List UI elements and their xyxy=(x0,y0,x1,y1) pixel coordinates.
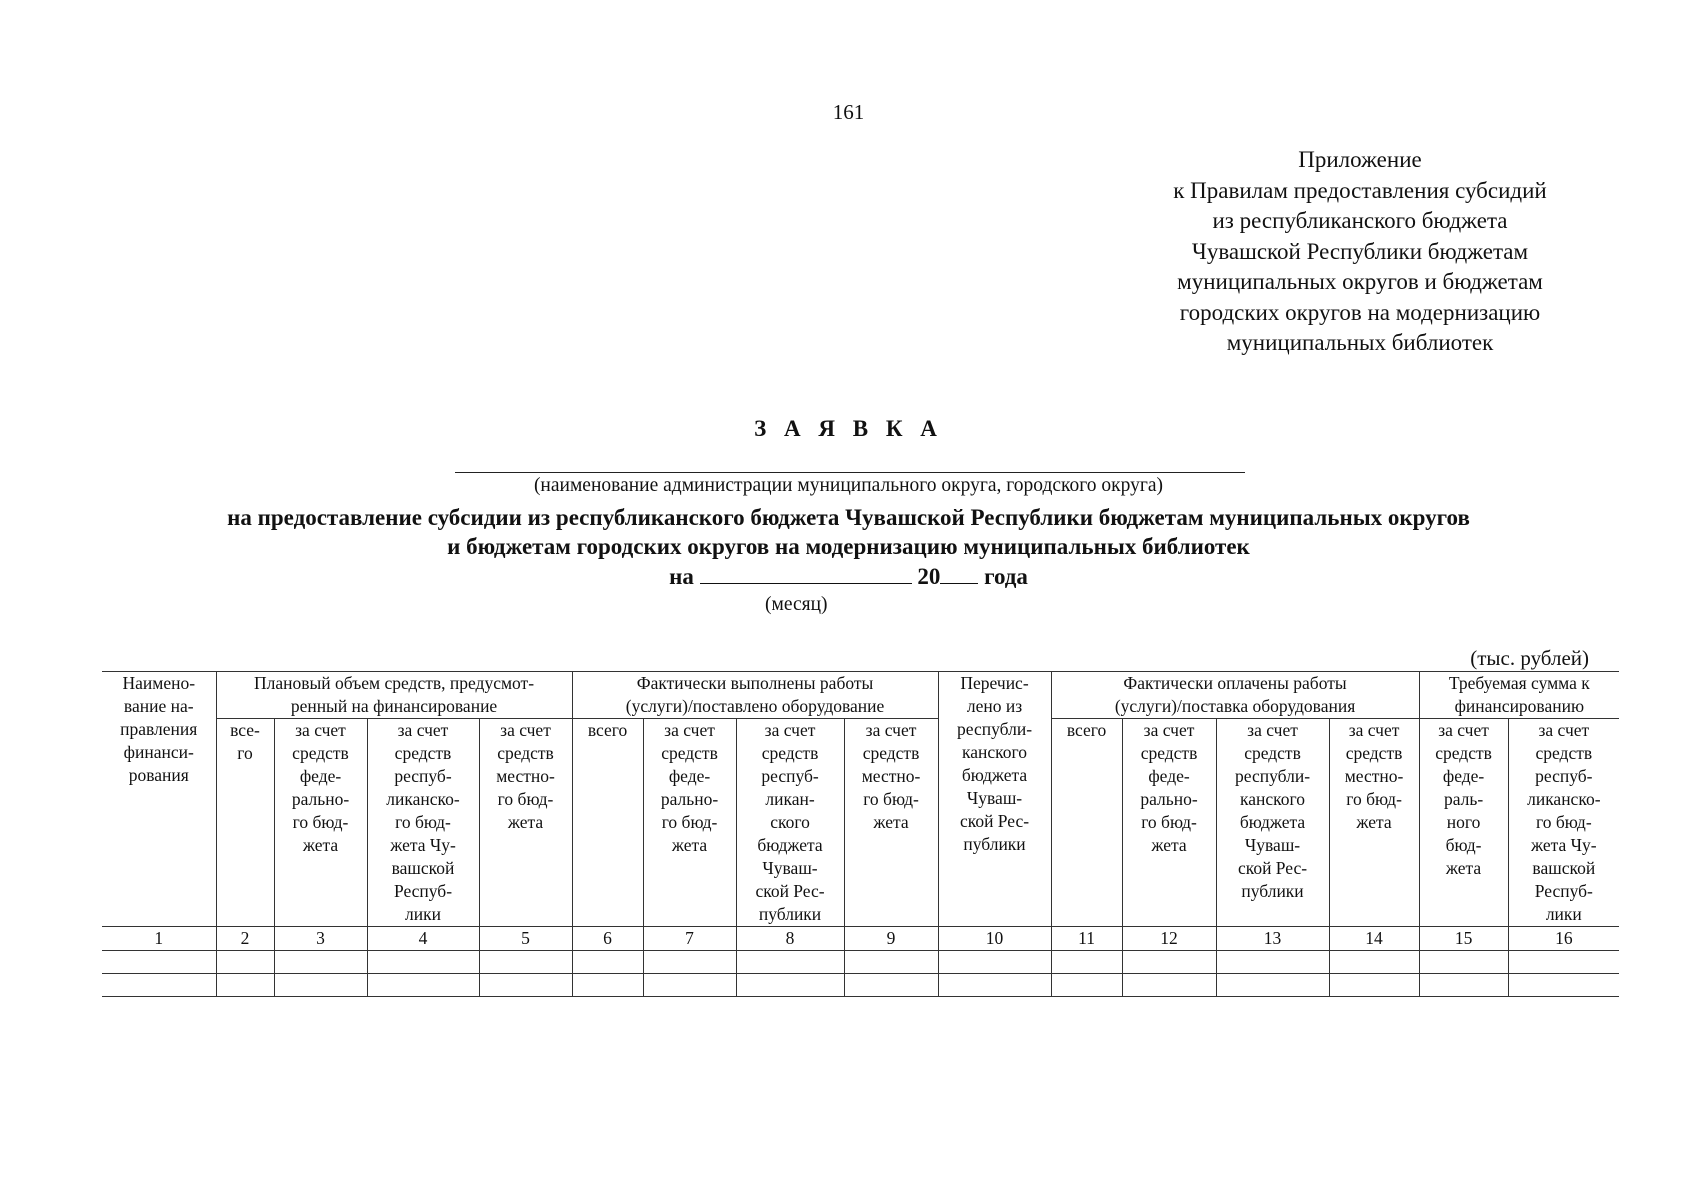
month-caption: (месяц) xyxy=(765,594,828,615)
header-direction: Наимено- вание на- правления финанси- рования xyxy=(102,672,216,927)
table-cell[interactable] xyxy=(736,951,844,974)
table-cell[interactable] xyxy=(102,974,216,997)
column-number: 6 xyxy=(572,927,643,951)
table-cell[interactable] xyxy=(1051,974,1122,997)
column-number: 8 xyxy=(736,927,844,951)
year-blank xyxy=(940,563,978,584)
table-cell[interactable] xyxy=(938,951,1051,974)
table-cell[interactable] xyxy=(1051,951,1122,974)
column-number: 1 xyxy=(102,927,216,951)
table-cell[interactable] xyxy=(643,974,736,997)
year-prefix: 20 xyxy=(917,564,941,589)
appendix-line: муниципальных округов и бюджетам xyxy=(1177,269,1543,294)
subtitle-line: на предоставление субсидии из республиканского бюджета Чувашской Республики бюджетам муниципальных округов xyxy=(227,505,1470,530)
subheader-15: за счет средств феде- раль- ного бюд- жета xyxy=(1419,719,1508,927)
table-cell[interactable] xyxy=(216,974,274,997)
table-row xyxy=(102,974,1619,997)
subheader-11: всего xyxy=(1051,719,1122,927)
column-number: 9 xyxy=(844,927,938,951)
document-subtitle xyxy=(0,503,1697,561)
table-cell[interactable] xyxy=(844,974,938,997)
column-number: 10 xyxy=(938,927,1051,951)
header-planned-group: Плановый объем средств, предусмот- ренный на финансирование xyxy=(216,672,572,719)
table-cell[interactable] xyxy=(844,951,938,974)
table-cell[interactable] xyxy=(572,974,643,997)
header-row-sub xyxy=(102,719,1619,927)
column-number: 12 xyxy=(1122,927,1216,951)
subheader-12: за счет средств феде- рально- го бюд- жета xyxy=(1122,719,1216,927)
header-performed-group: Фактически выполнены работы (услуги)/поставлено оборудование xyxy=(572,672,938,719)
column-number: 4 xyxy=(367,927,479,951)
table-cell[interactable] xyxy=(1419,974,1508,997)
table-cell[interactable] xyxy=(643,951,736,974)
admin-name-blank-line xyxy=(455,472,1245,473)
appendix-block xyxy=(1130,145,1590,359)
appendix-line: городских округов на модернизацию xyxy=(1179,299,1541,325)
table-cell[interactable] xyxy=(1508,974,1619,997)
table-cell[interactable] xyxy=(367,951,479,974)
month-blank xyxy=(700,563,912,584)
table-cell[interactable] xyxy=(1419,951,1508,974)
table-cell[interactable] xyxy=(1216,951,1329,974)
subheader-9: за счет средств местно- го бюд- жета xyxy=(844,719,938,927)
date-line xyxy=(0,563,1697,590)
column-number: 14 xyxy=(1329,927,1419,951)
column-number: 3 xyxy=(274,927,367,951)
application-table xyxy=(102,671,1619,997)
subheader-6: всего xyxy=(572,719,643,927)
column-number: 15 xyxy=(1419,927,1508,951)
table-cell[interactable] xyxy=(1122,951,1216,974)
subheader-3: за счет средств феде- рально- го бюд- жета xyxy=(274,719,367,927)
table-cell[interactable] xyxy=(736,974,844,997)
subheader-5: за счет средств местно- го бюд- жета xyxy=(479,719,572,927)
column-number: 16 xyxy=(1508,927,1619,951)
units-label: (тыс. рублей) xyxy=(1470,646,1589,670)
column-number: 2 xyxy=(216,927,274,951)
admin-name-caption: (наименование администрации муниципального округа, городского округа) xyxy=(533,475,1164,496)
table-cell[interactable] xyxy=(479,951,572,974)
subheader-4: за счет средств респуб- ликанско- го бюд- жета Чу- вашской Респуб- лики xyxy=(367,719,479,927)
header-transferred: Перечис- лено из республи- канского бюджета Чуваш- ской Рес- публики xyxy=(938,672,1051,927)
column-number: 7 xyxy=(643,927,736,951)
table-cell[interactable] xyxy=(572,951,643,974)
table-cell[interactable] xyxy=(274,951,367,974)
table-cell[interactable] xyxy=(1329,951,1419,974)
date-prefix: на xyxy=(669,564,694,589)
column-number-row xyxy=(102,927,1619,951)
appendix-line: Чувашской Республики бюджетам xyxy=(1191,238,1529,264)
subheader-7: за счет средств феде- рально- го бюд- жета xyxy=(643,719,736,927)
document-title: З А Я В К А xyxy=(754,416,943,441)
table-cell[interactable] xyxy=(274,974,367,997)
table-cell[interactable] xyxy=(367,974,479,997)
subtitle-line: и бюджетам городских округов на модернизацию муниципальных библиотек xyxy=(447,534,1250,559)
table-cell[interactable] xyxy=(1508,951,1619,974)
column-number: 5 xyxy=(479,927,572,951)
subheader-14: за счет средств местно- го бюд- жета xyxy=(1329,719,1419,927)
appendix-line: Приложение xyxy=(1298,147,1422,172)
page-number: 161 xyxy=(832,100,865,124)
subheader-2: все- го xyxy=(216,719,274,927)
table-cell[interactable] xyxy=(938,974,1051,997)
column-number: 13 xyxy=(1216,927,1329,951)
table-cell[interactable] xyxy=(1122,974,1216,997)
table-cell[interactable] xyxy=(479,974,572,997)
date-suffix: года xyxy=(984,564,1028,589)
appendix-line: муниципальных библиотек xyxy=(1226,330,1494,355)
subheader-16: за счет средств респуб- ликанско- го бюд- жета Чу- вашской Респуб- лики xyxy=(1508,719,1619,927)
header-paid-group: Фактически оплачены работы (услуги)/поставка оборудования xyxy=(1051,672,1419,719)
appendix-line: к Правилам предоставления субсидий xyxy=(1173,177,1547,203)
subheader-13: за счет средств республи- канского бюджета Чуваш- ской Рес- публики xyxy=(1216,719,1329,927)
table-cell[interactable] xyxy=(1216,974,1329,997)
table-cell[interactable] xyxy=(216,951,274,974)
column-number: 11 xyxy=(1051,927,1122,951)
subheader-8: за счет средств респуб- ликан- ского бюджета Чуваш- ской Рес- публики xyxy=(736,719,844,927)
header-required-group: Требуемая сумма к финансированию xyxy=(1419,672,1619,719)
appendix-line: из республиканского бюджета xyxy=(1212,208,1508,233)
header-row-groups xyxy=(102,672,1619,719)
table-row xyxy=(102,951,1619,974)
table-cell[interactable] xyxy=(1329,974,1419,997)
table-cell[interactable] xyxy=(102,951,216,974)
